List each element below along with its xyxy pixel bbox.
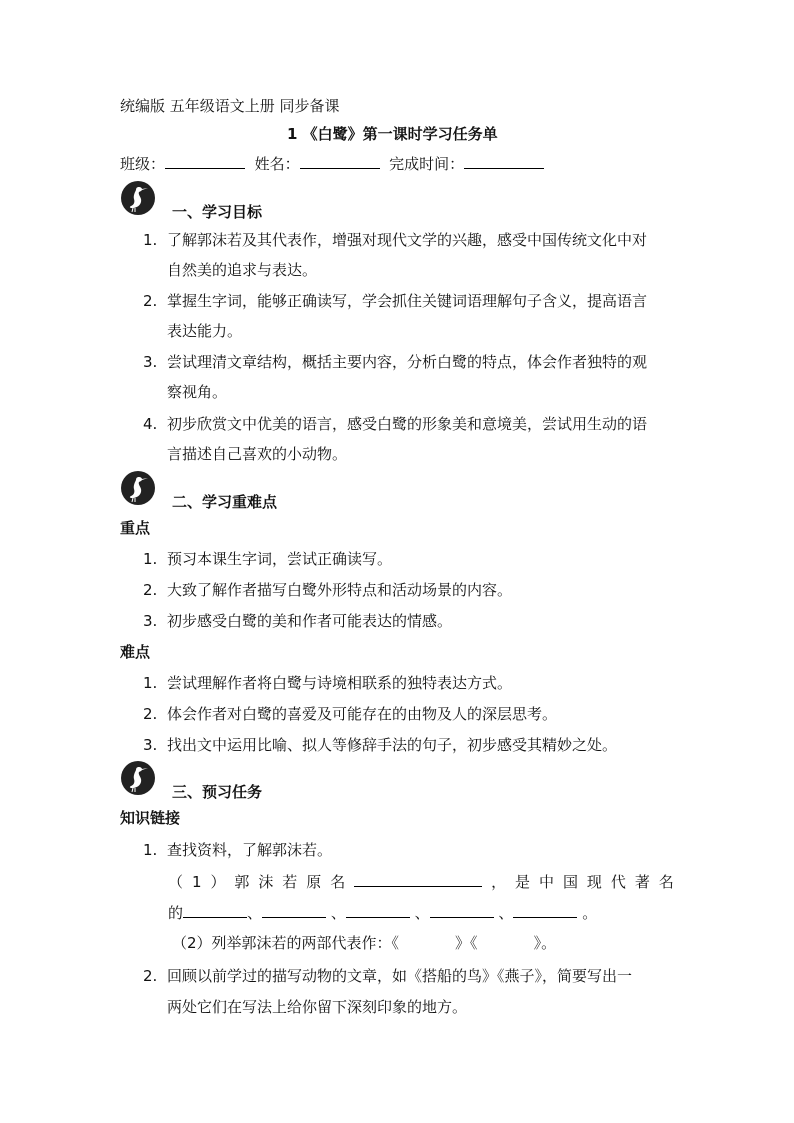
- key-item-1: [143, 549, 392, 569]
- identity-blank-2[interactable]: [262, 903, 326, 918]
- key-text-1: 预习本课生字词，尝试正确读写。: [167, 550, 393, 568]
- identity-blank-4[interactable]: [430, 903, 494, 918]
- goal-item-3: [143, 352, 647, 372]
- task-text-1: 查找资料，了解郭沫若。: [167, 841, 333, 859]
- goal-text-4a: 初步欣赏文中优美的语言，感受白鹭的形象美和意境美，尝试用生动的语: [167, 415, 648, 433]
- goal-num-3: 3.: [143, 353, 158, 371]
- section2-heading: 二、学习重难点: [172, 493, 278, 511]
- form-line: [120, 154, 544, 174]
- q1-char: 现: [586, 873, 602, 891]
- key-text-2: 大致了解作者描写白鹭外形特点和活动场景的内容。: [167, 581, 513, 599]
- identity-blank-5[interactable]: [513, 903, 577, 918]
- hard-num-2: 2.: [143, 705, 158, 723]
- q1-char: 中: [539, 873, 555, 891]
- hard-num-1: 1.: [143, 674, 158, 692]
- goal-text-2b: 表达能力。: [167, 322, 243, 340]
- q1-char: 1: [191, 873, 202, 891]
- egret-icon: [120, 180, 156, 216]
- class-label: 班级：: [120, 155, 166, 173]
- q2-line: [172, 933, 556, 953]
- q1-char: ）: [210, 873, 226, 891]
- separator: 、: [498, 904, 514, 922]
- name-label: 姓名：: [254, 155, 300, 173]
- work-title-blank-1[interactable]: [399, 934, 455, 948]
- q1-char: 郭: [234, 873, 250, 891]
- page-title: 1 《白鹭》第一课时学习任务单: [287, 125, 498, 143]
- name-blank[interactable]: [300, 154, 380, 169]
- key-item-3: [143, 611, 452, 631]
- q1-char: 著: [634, 873, 650, 891]
- q1-char: （: [168, 873, 184, 891]
- key-num-1: 1.: [143, 550, 158, 568]
- hard-text-2: 体会作者对白鹭的喜爱及可能存在的由物及人的深层思考。: [167, 705, 558, 723]
- key-item-2: [143, 580, 512, 600]
- goal-item-2: [143, 291, 647, 311]
- goal-text-1a: 了解郭沫若及其代表作，增强对现代文学的兴趣，感受中国传统文化中对: [167, 231, 648, 249]
- q2-end: 》。: [533, 934, 557, 952]
- q1-char: ，: [491, 873, 507, 891]
- hard-text-3: 找出文中运用比喻、拟人等修辞手法的句子，初步感受其精妙之处。: [167, 736, 618, 754]
- q1-char: 代: [610, 873, 626, 891]
- task-text-2a: 回顾以前学过的描写动物的文章，如《搭船的鸟》《燕子》，简要写出一: [167, 967, 633, 985]
- identity-blank-3[interactable]: [346, 903, 410, 918]
- q1-char: 原: [306, 873, 322, 891]
- class-blank[interactable]: [165, 154, 245, 169]
- q1-line-2: [168, 903, 597, 923]
- separator: 、: [330, 904, 346, 922]
- goal-text-1b: 自然美的追求与表达。: [167, 261, 318, 279]
- goal-text-4b: 言描述自己喜欢的小动物。: [167, 445, 348, 463]
- egret-icon: [120, 760, 156, 796]
- q2-mid: 》《: [455, 934, 478, 952]
- identity-blank-1[interactable]: [183, 903, 247, 918]
- hard-item-2: [143, 704, 557, 724]
- hard-num-3: 3.: [143, 736, 158, 754]
- series-label: 统编版 五年级语文上册 同步备课: [120, 97, 340, 115]
- hard-points-label: 难点: [120, 643, 151, 661]
- goal-item-1: [143, 230, 647, 250]
- original-name-blank[interactable]: [354, 872, 482, 887]
- q1-char: 沫: [258, 873, 274, 891]
- q1-line-1: [168, 872, 674, 892]
- work-title-blank-2[interactable]: [478, 934, 534, 948]
- key-points-label: 重点: [120, 519, 151, 537]
- key-num-2: 2.: [143, 581, 158, 599]
- q1-line2-start: 的: [168, 904, 184, 922]
- q1-char: 国: [562, 873, 578, 891]
- q1-end: 。: [582, 904, 598, 922]
- section1-heading: 一、学习目标: [172, 203, 263, 221]
- goal-text-3b: 察视角。: [167, 383, 228, 401]
- goal-text-3a: 尝试理清文章结构，概括主要内容，分析白鹭的特点，体会作者独特的观: [167, 353, 648, 371]
- key-text-3: 初步感受白鹭的美和作者可能表达的情感。: [167, 612, 453, 630]
- goal-num-1: 1.: [143, 231, 158, 249]
- egret-icon: [120, 470, 156, 506]
- hard-item-3: [143, 735, 617, 755]
- separator: 、: [414, 904, 430, 922]
- q2-text: （2）列举郭沫若的两部代表作：《: [172, 934, 400, 952]
- q1-char: 是: [515, 873, 531, 891]
- key-num-3: 3.: [143, 612, 158, 630]
- task-1: [143, 840, 332, 860]
- knowledge-link-label: 知识链接: [120, 809, 181, 827]
- goal-num-2: 2.: [143, 292, 158, 310]
- task-num-1: 1.: [143, 841, 158, 859]
- task-2: [143, 966, 632, 986]
- goal-text-2a: 掌握生字词，能够正确读写，学会抓住关键词语理解句子含义，提高语言: [167, 292, 648, 310]
- time-blank[interactable]: [464, 154, 544, 169]
- hard-text-1: 尝试理解作者将白鹭与诗境相联系的独特表达方式。: [167, 674, 513, 692]
- separator: 、: [247, 904, 263, 922]
- q1-char: 名: [658, 873, 674, 891]
- task-text-2b: 两处它们在写法上给你留下深刻印象的地方。: [167, 998, 468, 1016]
- goal-num-4: 4.: [143, 415, 158, 433]
- hard-item-1: [143, 673, 512, 693]
- time-label: 完成时间：: [389, 155, 465, 173]
- goal-item-4: [143, 414, 647, 434]
- task-num-2: 2.: [143, 967, 158, 985]
- section3-heading: 三、预习任务: [172, 783, 263, 801]
- q1-char: 名: [330, 873, 346, 891]
- q1-char: 若: [282, 873, 298, 891]
